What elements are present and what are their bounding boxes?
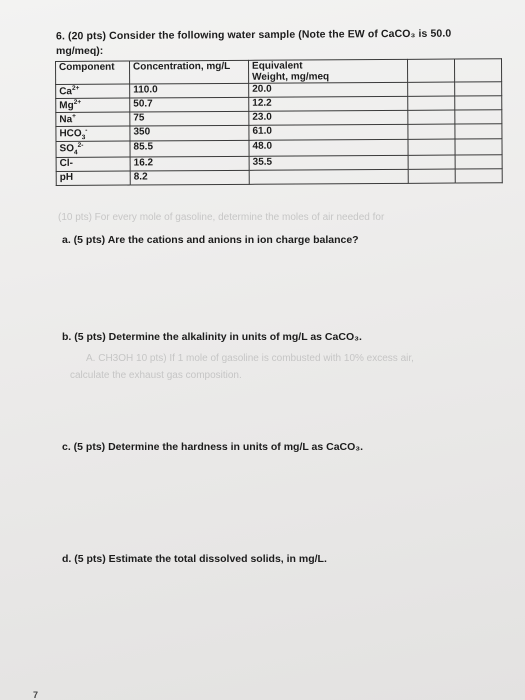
cell-equivalent-weight: 35.5 [249,155,408,170]
problem-statement-line1: 6. (20 pts) Consider the following water sample (Note the EW of CaCO₃ is 50.0 [55,27,452,43]
component-symbol: Mg [59,100,74,112]
component-charge: 2- [77,142,84,150]
cell-blank [455,168,502,182]
table-body [56,82,503,185]
cell-component [56,84,130,98]
cell-blank [455,139,502,155]
cell-blank [408,124,455,140]
question-c: c. (5 pts) Determine the hardness in units of mg/L as CaCO₃. [62,441,364,453]
cell-concentration: 85.5 [130,141,249,157]
component-symbol: Ca [59,86,73,98]
cell-blank [408,155,455,169]
bleed-through-text-3: calculate the exhaust gas composition. [70,370,242,381]
cell-equivalent-weight: 61.0 [249,124,408,140]
cell-blank [408,139,455,155]
cell-component [56,126,130,142]
component-charge: 2+ [71,84,80,92]
header-blank-1 [407,59,454,82]
component-symbol: Cl- [59,157,74,169]
cell-equivalent-weight [249,169,408,184]
component-symbol: HCO [59,128,82,140]
header-equivalent-weight [248,59,407,83]
header-concentration: Concentration, mg/L [130,60,249,84]
cell-blank [455,82,502,96]
cell-blank [455,154,502,168]
question-b: b. (5 pts) Determine the alkalinity in units of mg/L as CaCO₃. [62,331,362,343]
cell-blank [455,124,502,140]
table-header-row [56,59,502,85]
cell-concentration: 75 [130,111,249,126]
bleed-through-text-2: A. CH3OH 10 pts) If 1 mole of gasoline is combusted with 10% excess air, [86,353,414,364]
cell-blank [408,96,455,110]
header-component: Component [56,61,130,84]
component-symbol: SO [59,143,75,155]
cell-blank [455,110,502,124]
cell-concentration: 8.2 [130,170,249,185]
page-mark: 7 [33,690,39,700]
cell-concentration: 16.2 [130,156,249,171]
table-row [56,168,502,185]
cell-blank [408,82,455,96]
bleed-through-text-1: (10 pts) For every mole of gasoline, determine the moles of air needed for [58,212,385,223]
problem-statement-line2: mg/meq): [56,45,104,57]
cell-equivalent-weight: 12.2 [249,96,408,111]
cell-blank [455,96,502,110]
cell-component [56,141,130,157]
cell-concentration: 110.0 [130,83,249,98]
cell-component [56,157,130,171]
cell-component [56,112,130,126]
question-d: d. (5 pts) Estimate the total dissolved solids, in mg/L. [62,553,327,565]
component-charge: 2+ [73,98,82,106]
cell-component [56,171,130,185]
component-charge: - [85,126,88,134]
cell-component [56,98,130,112]
component-subscript: 4 [73,149,78,157]
question-a: a. (5 pts) Are the cations and anions in ion charge balance? [62,234,359,246]
cell-blank [408,169,455,183]
cell-concentration: 350 [130,125,249,141]
cell-concentration: 50.7 [130,97,249,112]
component-charge: + [72,112,76,120]
cell-equivalent-weight: 48.0 [249,140,408,156]
header-blank-2 [454,59,501,82]
component-symbol: pH [59,171,74,183]
header-equivalent: Equivalent [252,60,303,72]
cell-equivalent-weight: 20.0 [249,82,408,97]
component-subscript: 3 [81,134,86,142]
water-sample-table [55,58,503,185]
cell-blank [408,110,455,124]
component-symbol: Na [59,114,73,126]
header-equivalent-weight-unit: Weight, mg/meq [252,71,330,83]
cell-equivalent-weight: 23.0 [249,110,408,125]
